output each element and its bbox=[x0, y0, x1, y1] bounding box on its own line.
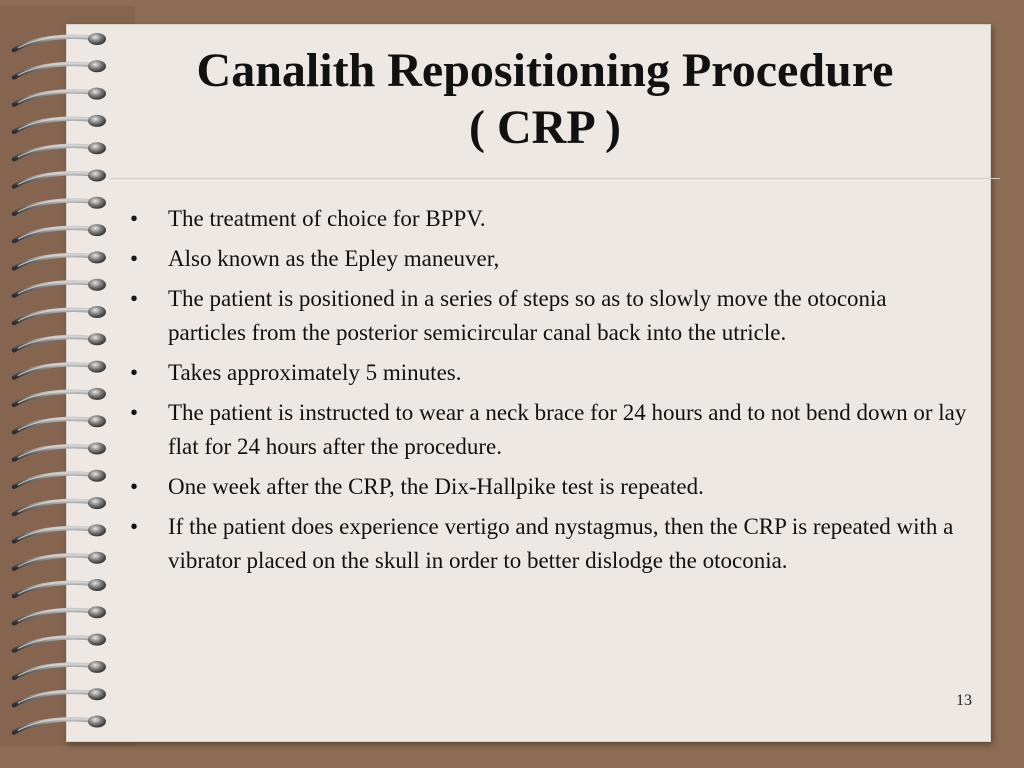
spiral-ring-icon bbox=[14, 606, 106, 623]
bullet-item-positioning bbox=[130, 282, 970, 350]
title-divider bbox=[110, 178, 1000, 179]
bullet-item-follow-up-test bbox=[130, 470, 970, 504]
spiral-ring-icon bbox=[14, 388, 106, 405]
spiral-ring-icon bbox=[14, 497, 106, 514]
bullet-icon: • bbox=[130, 206, 139, 231]
bullet-text: The patient is positioned in a series of steps so as to slowly move the otoconia particles from the posterior semicircular canal back into the utricle. bbox=[168, 286, 887, 345]
bullet-text: Takes approximately 5 minutes. bbox=[168, 360, 462, 385]
bullet-icon: • bbox=[130, 474, 139, 499]
spiral-ring-icon bbox=[14, 142, 106, 159]
page-number: 13 bbox=[956, 692, 972, 709]
spiral-ring-icon bbox=[14, 634, 106, 651]
bullet-text: The patient is instructed to wear a neck brace for 24 hours and to not bend down or lay flat for 24 hours after the procedure. bbox=[168, 400, 967, 459]
bullet-icon: • bbox=[130, 400, 139, 425]
spiral-ring-icon bbox=[14, 579, 106, 596]
bullet-item-repeat-vibrator bbox=[130, 510, 970, 578]
spiral-ring-icon bbox=[14, 661, 106, 678]
slide-title bbox=[110, 42, 980, 156]
spiral-ring-icon bbox=[14, 224, 106, 241]
bullet-item-treatment-choice bbox=[130, 202, 970, 236]
bullet-icon: • bbox=[130, 286, 139, 311]
bullet-item-neck-brace bbox=[130, 396, 970, 464]
spiral-ring-icon bbox=[14, 170, 106, 187]
spiral-ring-icon bbox=[14, 415, 106, 432]
spiral-ring-icon bbox=[14, 60, 106, 77]
spiral-ring-icon bbox=[14, 306, 106, 323]
spiral-ring-icon bbox=[14, 251, 106, 268]
spiral-ring-icon bbox=[14, 333, 106, 350]
bullet-icon: • bbox=[130, 246, 139, 271]
bullet-text: If the patient does experience vertigo and nystagmus, then the CRP is repeated with a vibrator placed on the skull in order to better dislodge the otoconia. bbox=[168, 514, 954, 573]
bullet-text: One week after the CRP, the Dix-Hallpike test is repeated. bbox=[168, 474, 704, 499]
bullet-list bbox=[130, 202, 970, 584]
spiral-ring-icon bbox=[14, 552, 106, 569]
bullet-text: The treatment of choice for BPPV. bbox=[168, 206, 486, 231]
title-line-1: Canalith Repositioning Procedure bbox=[196, 44, 894, 97]
spiral-ring-icon bbox=[14, 88, 106, 105]
title-line-2: ( CRP ) bbox=[469, 101, 621, 154]
bullet-icon: • bbox=[130, 360, 139, 385]
spiral-ring-icon bbox=[14, 279, 106, 296]
spiral-ring-icon bbox=[14, 716, 106, 733]
spiral-ring-icon bbox=[14, 361, 106, 378]
spiral-ring-icon bbox=[14, 33, 106, 50]
spiral-ring-icon bbox=[14, 688, 106, 705]
spiral-ring-icon bbox=[14, 524, 106, 541]
bullet-text: Also known as the Epley maneuver, bbox=[168, 246, 500, 271]
spiral-ring-icon bbox=[14, 197, 106, 214]
bullet-item-duration bbox=[130, 356, 970, 390]
bullet-icon: • bbox=[130, 514, 139, 539]
spiral-ring-icon bbox=[14, 470, 106, 487]
bullet-item-epley bbox=[130, 242, 970, 276]
spiral-ring-icon bbox=[14, 443, 106, 460]
spiral-ring-icon bbox=[14, 115, 106, 132]
